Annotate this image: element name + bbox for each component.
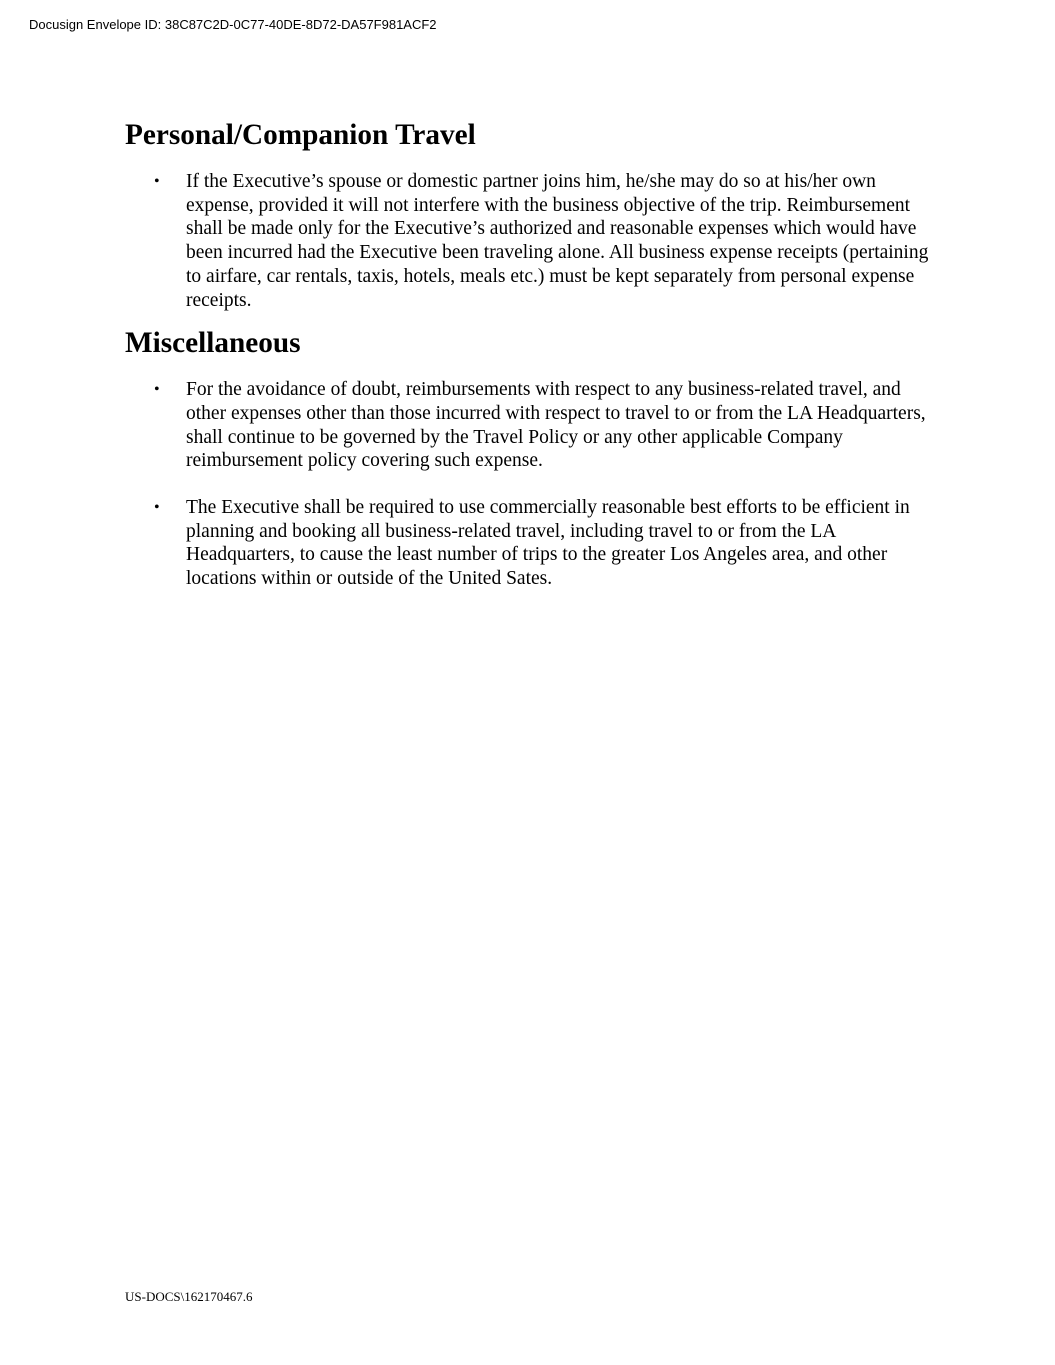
- document-body: [125, 119, 935, 591]
- section-heading-miscellaneous: Miscellaneous: [125, 327, 301, 360]
- bullet-icon: •: [154, 381, 160, 399]
- list-item: [125, 378, 935, 473]
- bullet-icon: •: [154, 499, 160, 517]
- docusign-envelope-id: Docusign Envelope ID: 38C87C2D-0C77-40DE-8D72-DA57F981ACF2: [29, 17, 437, 32]
- personal-travel-bullet-list: [125, 170, 935, 312]
- bullet-text: For the avoidance of doubt, reimbursements with respect to any business-related travel, and other expenses other than those incurred with respect to travel to or from the LA Headquarters, shall continue to be governed by the Travel Policy or any other applicable Company reimbursement policy covering such expense.: [186, 379, 926, 472]
- footer-document-id: US-DOCS\162170467.6: [125, 1289, 253, 1304]
- bullet-icon: •: [154, 173, 160, 190]
- miscellaneous-bullet-list: [125, 378, 935, 591]
- bullet-text: The Executive shall be required to use commercially reasonable best efforts to be efficient in planning and booking all business-related travel, including travel to or from the LA Headquarters, to cause the least number of trips to the greater Los Angeles area, and other locations within or outside of the United Sates.: [186, 497, 910, 590]
- bullet-text: If the Executive’s spouse or domestic partner joins him, he/she may do so at his/her own expense, provided it will not interfere with the business objective of the trip. Reimbursement shall be made only for the Executive’s authorized and reasonable expenses which would have been incurred had the Executive been traveling alone. All business expense receipts (pertaining to airfare, car rentals, taxis, hotels, meals etc.) must be kept separately from personal expense receipts.: [186, 171, 929, 311]
- list-item: [125, 496, 935, 591]
- list-item: [125, 170, 935, 312]
- section-heading-personal-companion-travel: Personal/Companion Travel: [125, 119, 476, 151]
